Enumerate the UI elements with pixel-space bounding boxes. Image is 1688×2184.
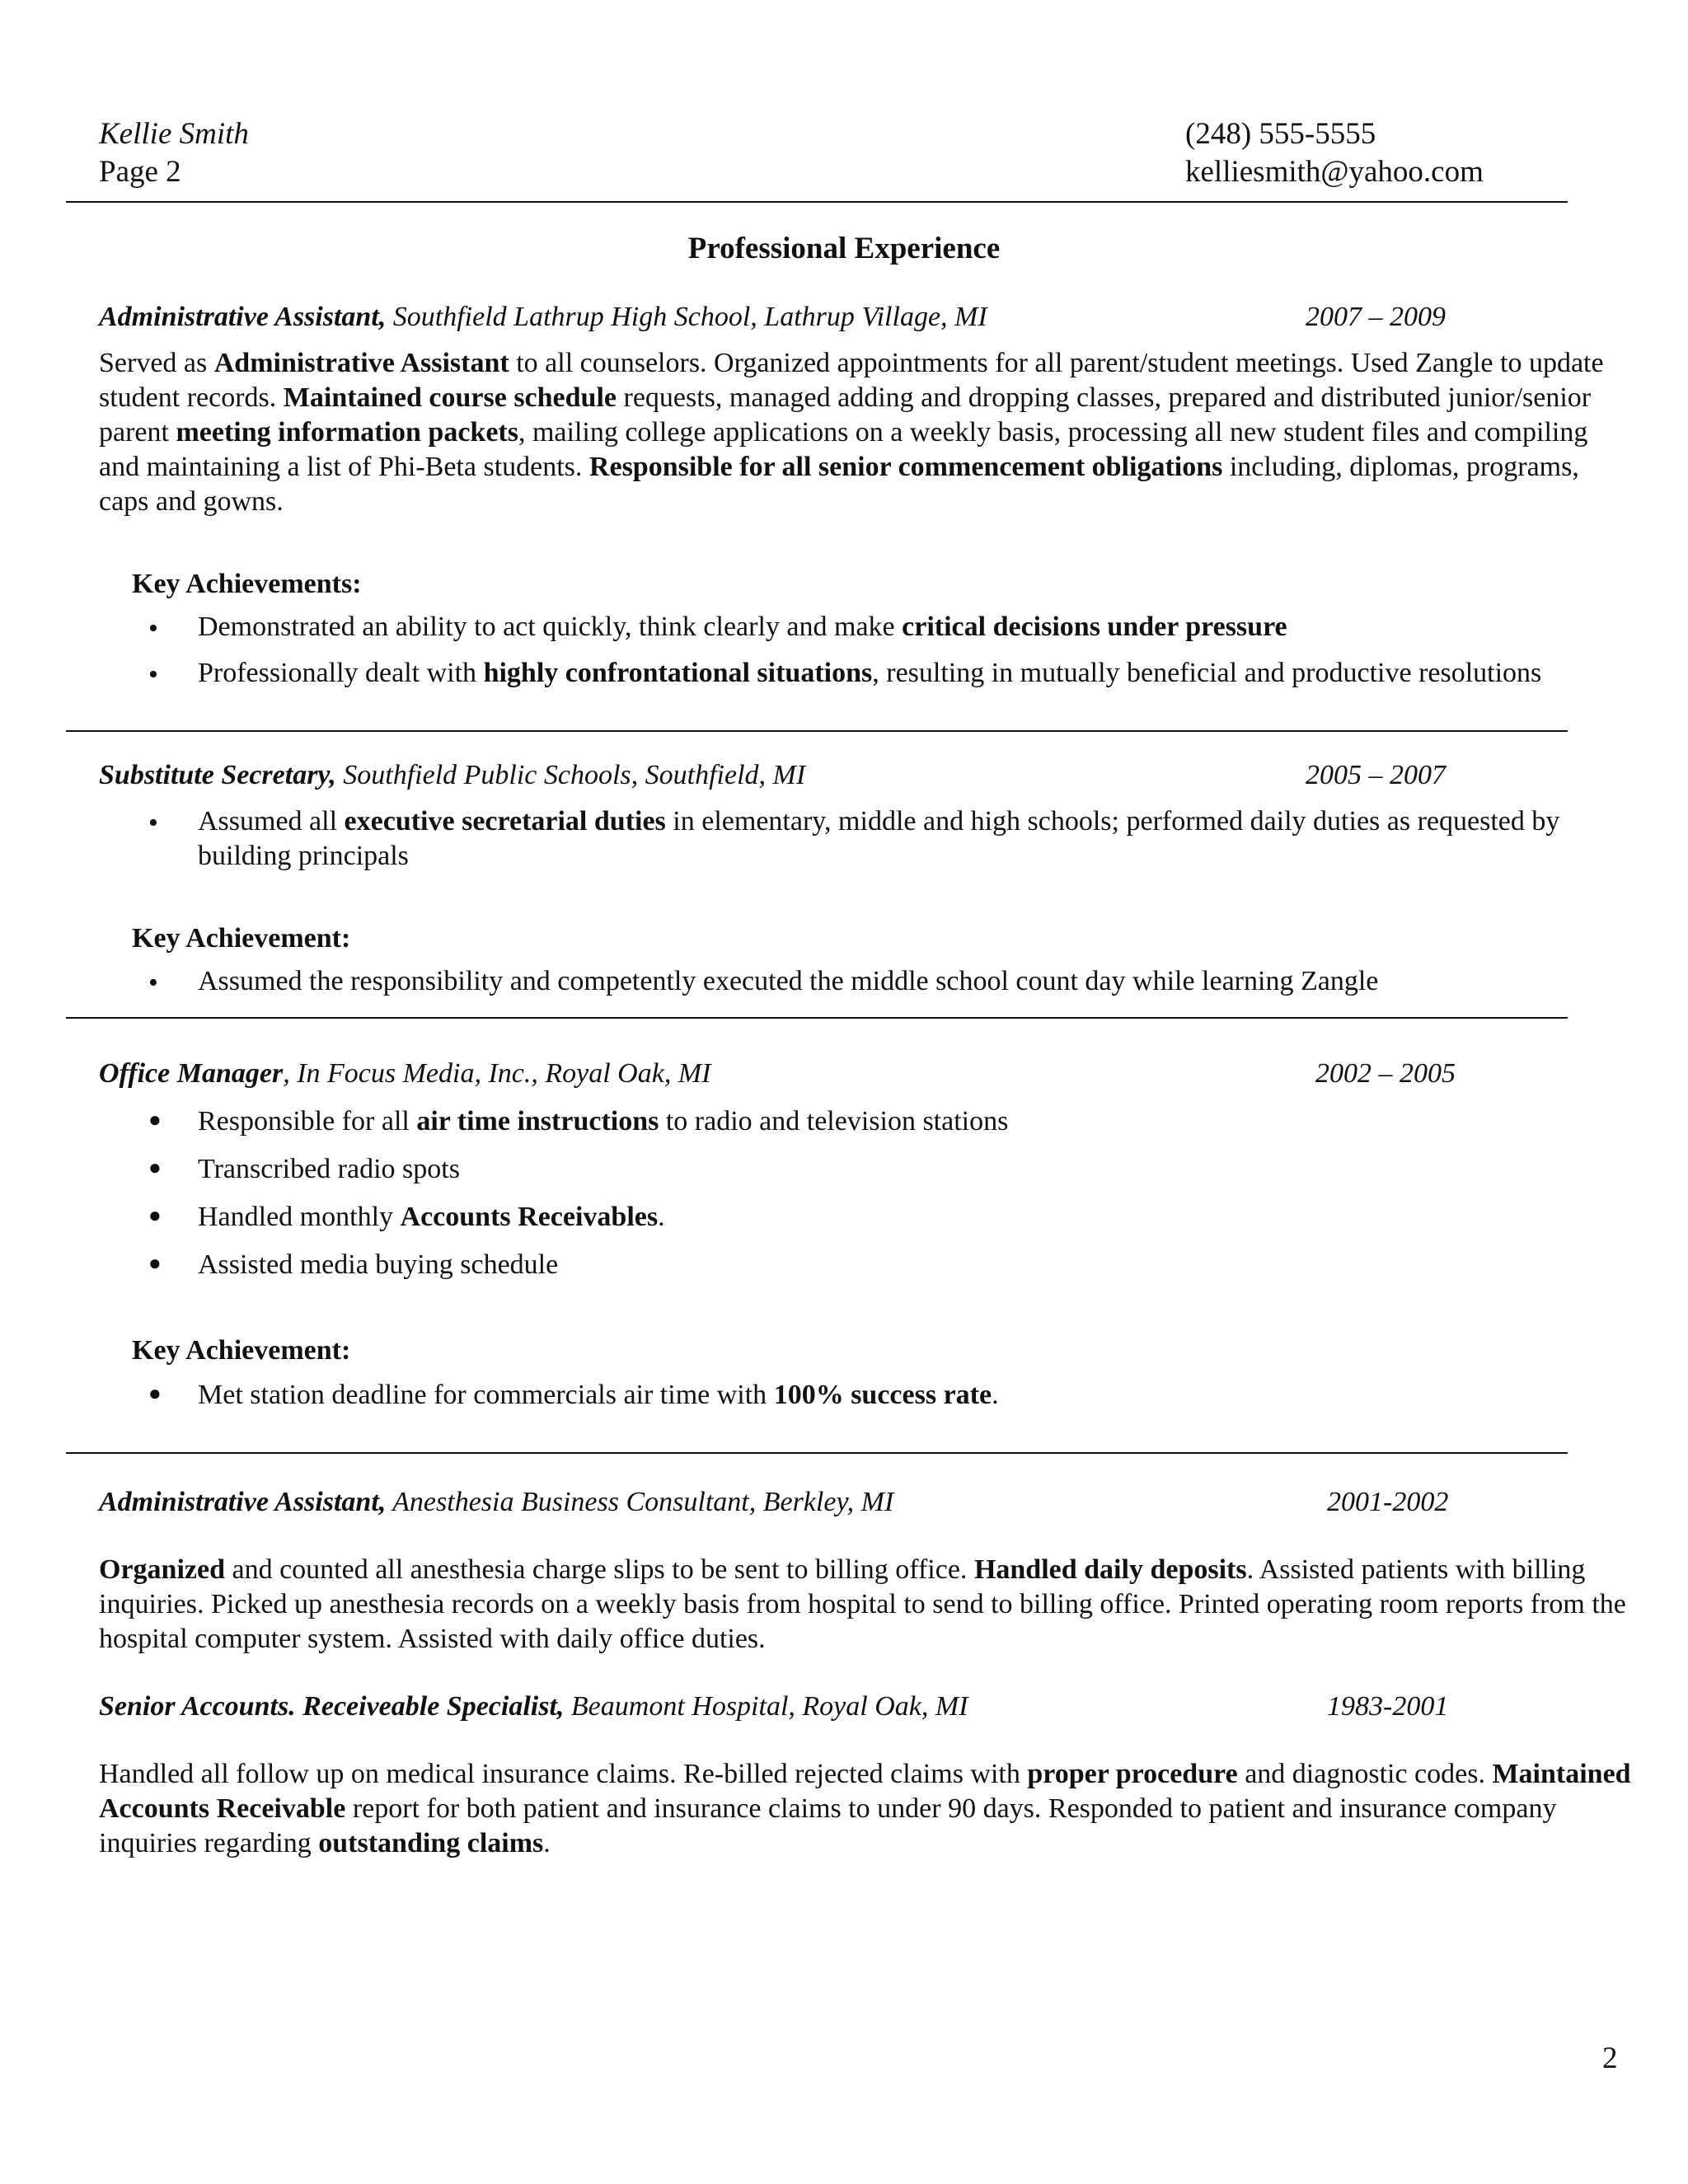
- header-email: kelliesmith@yahoo.com: [1185, 155, 1484, 189]
- job-org: , In Focus Media, Inc., Royal Oak, MI: [283, 1058, 711, 1089]
- duty-item: [198, 1248, 1591, 1282]
- job-title: Administrative Assistant,: [99, 1487, 387, 1517]
- bold-run: meeting information packets: [176, 417, 518, 448]
- text-run: .: [543, 1828, 551, 1858]
- job-heading: [99, 760, 805, 791]
- text-run: Met station deadline for commercials air time with: [198, 1380, 774, 1410]
- text-run: in elementary, middle and high schools; performed daily duties as requested by building principals: [198, 806, 1560, 871]
- job-dates: 2005 – 2007: [1306, 760, 1446, 790]
- bullet-marker: •: [148, 808, 158, 838]
- achievement-item: [198, 1378, 1591, 1413]
- text-run: Handled all follow up on medical insurance claims. Re-billed rejected claims with: [99, 1759, 1028, 1789]
- job-dates: 2007 – 2009: [1306, 302, 1446, 332]
- job-dates: 2002 – 2005: [1315, 1058, 1456, 1089]
- achievement-item: [198, 610, 1591, 644]
- job-heading: [99, 1691, 968, 1722]
- bold-run: executive secretarial duties: [344, 806, 666, 837]
- text-run: to all counselors. Organized appointments for all parent/student meetings. Used Zangle to update student records.: [99, 348, 1604, 413]
- section-title: Professional Experience: [687, 232, 1001, 265]
- job-org: Southfield Lathrup High School, Lathrup Village, MI: [386, 302, 987, 332]
- bold-run: 100% success rate: [773, 1380, 992, 1410]
- job-org: Beaumont Hospital, Royal Oak, MI: [564, 1691, 968, 1722]
- achievement-item: [198, 656, 1591, 691]
- page-number: 2: [1602, 2041, 1618, 2075]
- bold-run: Organized: [99, 1554, 225, 1585]
- text-run: , mailing college applications on a weekly basis, processing all new student files and compiling and maintaining a list of Phi-Beta students.: [99, 417, 1588, 482]
- header-divider: [66, 201, 1568, 203]
- key-achievements-label: Key Achievements:: [132, 569, 362, 599]
- bold-run: Maintained course schedule: [283, 382, 617, 413]
- bold-run: Administrative Assistant: [213, 348, 509, 378]
- text-run: Professionally dealt with: [198, 658, 484, 688]
- job-title: Substitute Secretary,: [99, 760, 336, 790]
- text-run: Handled monthly: [198, 1202, 401, 1232]
- text-run: Transcribed radio spots: [198, 1154, 460, 1184]
- section-divider: [66, 1452, 1568, 1454]
- job-heading: [99, 1487, 893, 1518]
- bullet-marker: ●: [148, 1155, 162, 1179]
- job-dates: 1983-2001: [1327, 1691, 1449, 1722]
- job-org: Southfield Public Schools, Southfield, MI: [335, 760, 806, 790]
- bold-run: air time instructions: [416, 1106, 659, 1137]
- bold-run: highly confrontational situations: [483, 658, 873, 688]
- text-run: requests, managed adding and dropping classes, prepared and distributed junior/senior parent: [99, 382, 1592, 448]
- text-run: and counted all anesthesia charge slips to be sent to billing office.: [224, 1554, 974, 1585]
- bold-run: outstanding claims: [318, 1828, 544, 1858]
- job-description: [99, 346, 1632, 519]
- bullet-marker: ●: [148, 1203, 162, 1227]
- job-dates: 2001-2002: [1327, 1487, 1449, 1517]
- achievement-item: [198, 964, 1591, 999]
- bullet-marker: •: [148, 968, 158, 998]
- header-phone: (248) 555-5555: [1185, 117, 1376, 151]
- text-run: Assisted media buying schedule: [198, 1249, 559, 1280]
- text-run: Assumed all: [198, 806, 345, 837]
- text-run: to radio and television stations: [659, 1106, 1009, 1137]
- bullet-marker: ●: [148, 1251, 162, 1275]
- key-achievement-label: Key Achievement:: [132, 1335, 351, 1366]
- text-run: Responsible for all: [198, 1106, 417, 1137]
- section-divider: [66, 1017, 1568, 1019]
- job-heading: [99, 302, 987, 333]
- job-description: [99, 1757, 1632, 1861]
- job-org: Anesthesia Business Consultant, Berkley, MI: [386, 1487, 894, 1517]
- job-description: [99, 1553, 1632, 1657]
- bold-run: Accounts Receivables: [400, 1202, 659, 1232]
- bullet-marker: •: [148, 613, 158, 644]
- text-run: .: [658, 1202, 665, 1232]
- job-title: Senior Accounts. Receiveable Specialist,: [99, 1691, 565, 1722]
- section-divider: [66, 730, 1568, 732]
- bullet-marker: •: [148, 659, 158, 690]
- job-title: Administrative Assistant,: [99, 302, 387, 332]
- bold-run: Responsible for all senior commencement obligations: [588, 452, 1223, 482]
- bold-run: Maintained Accounts Receivable: [99, 1759, 1631, 1824]
- header-name: Kellie Smith: [99, 117, 249, 151]
- header-page-label: Page 2: [99, 155, 181, 189]
- bullet-marker: ●: [148, 1108, 162, 1132]
- bold-run: critical decisions under pressure: [902, 612, 1287, 642]
- duty-item: [198, 1152, 1591, 1187]
- text-run: Served as: [99, 348, 214, 378]
- text-run: Demonstrated an ability to act quickly, think clearly and make: [198, 612, 903, 642]
- bullet-marker: ●: [148, 1381, 162, 1405]
- text-run: .: [992, 1380, 999, 1410]
- text-run: report for both patient and insurance claims to under 90 days. Responded to patient and insurance company inquiries regarding: [99, 1793, 1557, 1858]
- bold-run: proper procedure: [1027, 1759, 1238, 1789]
- text-run: and diagnostic codes.: [1237, 1759, 1493, 1789]
- job-title: Office Manager: [99, 1058, 284, 1089]
- text-run: Assumed the responsibility and competently executed the middle school count day while learning Zangle: [198, 966, 1379, 996]
- duty-item: [198, 1104, 1591, 1139]
- duty-item: [198, 804, 1591, 874]
- text-run: including, diplomas, programs, caps and gowns.: [99, 452, 1579, 517]
- job-heading: [99, 1058, 710, 1090]
- bold-run: Handled daily deposits: [973, 1554, 1247, 1585]
- duty-item: [198, 1200, 1591, 1235]
- text-run: . Assisted patients with billing inquiries. Picked up anesthesia records on a weekly basis from hospital to send to billing office. Printed operating room reports from the hospital computer system. Assisted with daily office duties.: [99, 1554, 1626, 1654]
- text-run: , resulting in mutually beneficial and productive resolutions: [872, 658, 1542, 688]
- key-achievement-label: Key Achievement:: [132, 923, 351, 954]
